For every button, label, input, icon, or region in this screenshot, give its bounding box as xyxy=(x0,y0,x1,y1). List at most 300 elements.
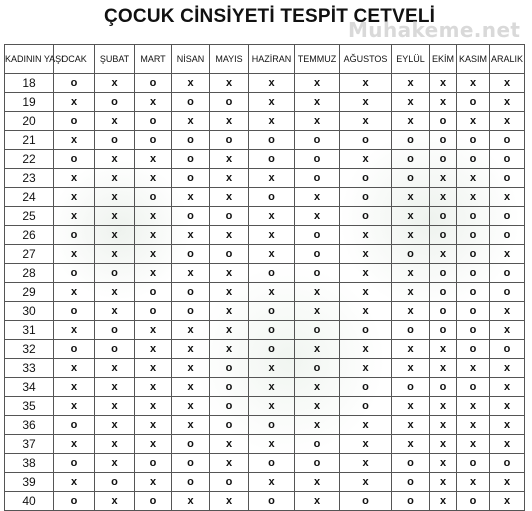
table-cell: o xyxy=(54,150,95,169)
age-cell: 21 xyxy=(5,131,54,150)
watermark: Muhakeme.net xyxy=(348,18,521,42)
table-cell: x xyxy=(172,74,210,93)
table-cell: x xyxy=(95,435,135,454)
table-cell: x xyxy=(295,74,340,93)
table-cell: o xyxy=(457,321,490,340)
page-title: ÇOCUK CİNSİYETİ TESPİT CETVELİ xyxy=(104,6,436,27)
table-cell: o xyxy=(457,492,490,511)
table-cell: x xyxy=(95,397,135,416)
table-cell: x xyxy=(249,473,295,492)
table-cell: x xyxy=(490,359,525,378)
table-cell: x xyxy=(210,492,249,511)
table-cell: x xyxy=(457,169,490,188)
table-cell: x xyxy=(249,74,295,93)
table-cell: o xyxy=(135,131,172,150)
table-cell: o xyxy=(249,454,295,473)
table-cell: o xyxy=(457,207,490,226)
table-cell: x xyxy=(135,435,172,454)
table-cell: o xyxy=(340,321,392,340)
table-row xyxy=(5,245,525,264)
table-cell: o xyxy=(295,245,340,264)
table-cell: o xyxy=(54,302,95,321)
table-cell: x xyxy=(95,74,135,93)
table-cell: o xyxy=(392,150,430,169)
table-cell: o xyxy=(210,473,249,492)
table-cell: x xyxy=(135,321,172,340)
table-cell: o xyxy=(340,207,392,226)
table-row xyxy=(5,416,525,435)
table-cell: x xyxy=(295,492,340,511)
table-cell: o xyxy=(210,245,249,264)
table-cell: o xyxy=(54,454,95,473)
table-cell: x xyxy=(340,226,392,245)
table-cell: x xyxy=(210,74,249,93)
table-cell: o xyxy=(490,207,525,226)
table-cell: x xyxy=(172,359,210,378)
table-cell: o xyxy=(490,226,525,245)
table-cell: o xyxy=(490,283,525,302)
table-cell: o xyxy=(135,112,172,131)
age-cell: 24 xyxy=(5,188,54,207)
table-cell: x xyxy=(295,302,340,321)
table-cell: o xyxy=(392,169,430,188)
table-cell: x xyxy=(430,245,457,264)
table-cell: x xyxy=(295,378,340,397)
table-cell: x xyxy=(392,416,430,435)
table-cell: x xyxy=(340,93,392,112)
table-cell: x xyxy=(430,473,457,492)
table-cell: x xyxy=(95,454,135,473)
table-cell: x xyxy=(210,321,249,340)
table-cell: x xyxy=(249,245,295,264)
table-cell: o xyxy=(95,264,135,283)
table-cell: o xyxy=(172,169,210,188)
table-cell: o xyxy=(457,131,490,150)
table-cell: x xyxy=(95,169,135,188)
table-cell: x xyxy=(295,416,340,435)
table-cell: o xyxy=(54,340,95,359)
table-row xyxy=(5,359,525,378)
header-month-haziran: HAZİRAN xyxy=(249,45,295,74)
table-cell: x xyxy=(457,397,490,416)
table-row xyxy=(5,169,525,188)
table-cell: x xyxy=(54,378,95,397)
table-cell: o xyxy=(295,150,340,169)
table-cell: o xyxy=(430,302,457,321)
table-cell: x xyxy=(340,435,392,454)
table-cell: o xyxy=(430,283,457,302)
table-cell: x xyxy=(392,359,430,378)
table-cell: o xyxy=(210,416,249,435)
table-cell: o xyxy=(249,416,295,435)
table-cell: x xyxy=(54,321,95,340)
table-cell: x xyxy=(490,397,525,416)
table-cell: x xyxy=(172,321,210,340)
table-cell: o xyxy=(295,321,340,340)
table-cell: o xyxy=(172,283,210,302)
table-cell: o xyxy=(295,169,340,188)
table-cell: x xyxy=(54,188,95,207)
header-month-mayis: MAYIS xyxy=(210,45,249,74)
table-cell: o xyxy=(340,397,392,416)
gender-prediction-table xyxy=(4,44,525,511)
table-row xyxy=(5,131,525,150)
table-cell: x xyxy=(430,397,457,416)
table-cell: o xyxy=(490,454,525,473)
table-cell: x xyxy=(135,264,172,283)
table-cell: x xyxy=(54,245,95,264)
table-cell: o xyxy=(340,492,392,511)
table-cell: x xyxy=(210,283,249,302)
table-cell: x xyxy=(490,74,525,93)
table-cell: o xyxy=(392,378,430,397)
table-cell: x xyxy=(172,226,210,245)
table-cell: o xyxy=(54,74,95,93)
table-cell: o xyxy=(392,321,430,340)
table-cell: x xyxy=(95,416,135,435)
age-cell: 22 xyxy=(5,150,54,169)
table-cell: x xyxy=(54,283,95,302)
table-cell: x xyxy=(54,93,95,112)
table-cell: x xyxy=(392,435,430,454)
age-cell: 25 xyxy=(5,207,54,226)
table-cell: x xyxy=(340,416,392,435)
table-cell: o xyxy=(295,226,340,245)
table-cell: o xyxy=(392,492,430,511)
age-cell: 40 xyxy=(5,492,54,511)
table-cell: o xyxy=(95,340,135,359)
table-cell: x xyxy=(430,74,457,93)
table-cell: x xyxy=(54,359,95,378)
table-cell: x xyxy=(430,93,457,112)
table-cell: x xyxy=(172,112,210,131)
table-cell: x xyxy=(392,207,430,226)
table-cell: x xyxy=(295,473,340,492)
table-cell: o xyxy=(172,435,210,454)
table-cell: o xyxy=(430,264,457,283)
table-cell: x xyxy=(249,169,295,188)
table-cell: o xyxy=(135,454,172,473)
table-cell: o xyxy=(249,321,295,340)
table-cell: o xyxy=(54,492,95,511)
table-cell: x xyxy=(430,188,457,207)
table-row xyxy=(5,283,525,302)
table-cell: x xyxy=(135,150,172,169)
table-cell: o xyxy=(490,150,525,169)
table-cell: o xyxy=(249,188,295,207)
age-cell: 32 xyxy=(5,340,54,359)
age-cell: 27 xyxy=(5,245,54,264)
table-cell: x xyxy=(54,131,95,150)
age-cell: 20 xyxy=(5,112,54,131)
table-cell: o xyxy=(392,245,430,264)
table-cell: o xyxy=(457,264,490,283)
table-cell: x xyxy=(340,340,392,359)
table-cell: x xyxy=(210,169,249,188)
table-cell: x xyxy=(95,283,135,302)
table-cell: o xyxy=(430,321,457,340)
table-cell: x xyxy=(392,188,430,207)
table-row xyxy=(5,321,525,340)
table-cell: x xyxy=(135,378,172,397)
table-cell: o xyxy=(430,226,457,245)
table-cell: x xyxy=(392,283,430,302)
table-cell: x xyxy=(430,492,457,511)
table-row xyxy=(5,454,525,473)
table-cell: o xyxy=(490,131,525,150)
table-cell: x xyxy=(135,359,172,378)
table-cell: x xyxy=(490,321,525,340)
table-cell: x xyxy=(457,112,490,131)
age-cell: 28 xyxy=(5,264,54,283)
table-cell: x xyxy=(295,207,340,226)
table-cell: x xyxy=(172,378,210,397)
table-cell: o xyxy=(430,207,457,226)
table-cell: o xyxy=(457,93,490,112)
table-cell: o xyxy=(172,150,210,169)
table-cell: o xyxy=(135,283,172,302)
table-cell: o xyxy=(457,245,490,264)
table-cell: o xyxy=(172,302,210,321)
table-cell: o xyxy=(295,264,340,283)
age-cell: 36 xyxy=(5,416,54,435)
table-cell: x xyxy=(392,302,430,321)
table-cell: x xyxy=(135,226,172,245)
table-row xyxy=(5,378,525,397)
table-cell: x xyxy=(249,397,295,416)
table-cell: o xyxy=(392,473,430,492)
table-cell: x xyxy=(210,454,249,473)
table-cell: x xyxy=(490,416,525,435)
table-cell: x xyxy=(392,264,430,283)
table-row xyxy=(5,435,525,454)
table-cell: o xyxy=(210,359,249,378)
table-cell: x xyxy=(430,454,457,473)
header-month-kasim: KASIM xyxy=(457,45,490,74)
table-cell: x xyxy=(490,93,525,112)
table-cell: x xyxy=(135,245,172,264)
header-month-eylul: EYLÜL xyxy=(392,45,430,74)
age-cell: 26 xyxy=(5,226,54,245)
table-cell: o xyxy=(457,302,490,321)
table-cell: x xyxy=(430,169,457,188)
header-month-subat: ŞUBAT xyxy=(95,45,135,74)
table-cell: x xyxy=(295,188,340,207)
table-cell: o xyxy=(95,473,135,492)
table-cell: x xyxy=(210,226,249,245)
table-cell: x xyxy=(172,397,210,416)
table-cell: o xyxy=(430,378,457,397)
table-cell: x xyxy=(249,378,295,397)
table-cell: x xyxy=(340,150,392,169)
age-cell: 31 xyxy=(5,321,54,340)
table-cell: x xyxy=(340,74,392,93)
table-cell: x xyxy=(490,112,525,131)
table-cell: x xyxy=(95,378,135,397)
table-row xyxy=(5,207,525,226)
table-cell: x xyxy=(172,492,210,511)
table-row xyxy=(5,93,525,112)
table-cell: o xyxy=(295,359,340,378)
table-cell: x xyxy=(135,473,172,492)
header-month-agustos: AĞUSTOS xyxy=(340,45,392,74)
table-row xyxy=(5,492,525,511)
table-cell: o xyxy=(135,188,172,207)
age-cell: 29 xyxy=(5,283,54,302)
table-cell: x xyxy=(95,112,135,131)
table-row xyxy=(5,397,525,416)
table-cell: o xyxy=(392,131,430,150)
table-cell: x xyxy=(249,435,295,454)
table-row xyxy=(5,112,525,131)
table-cell: x xyxy=(490,473,525,492)
table-cell: x xyxy=(210,188,249,207)
table-cell: x xyxy=(135,93,172,112)
table-cell: x xyxy=(135,207,172,226)
table-cell: o xyxy=(457,378,490,397)
table-cell: x xyxy=(210,435,249,454)
table-cell: x xyxy=(295,283,340,302)
table-cell: x xyxy=(249,359,295,378)
table-cell: x xyxy=(210,264,249,283)
table-cell: x xyxy=(54,435,95,454)
table-cell: x xyxy=(135,397,172,416)
header-month-mart: MART xyxy=(135,45,172,74)
table-cell: x xyxy=(430,435,457,454)
age-cell: 38 xyxy=(5,454,54,473)
table-cell: x xyxy=(457,359,490,378)
table-cell: x xyxy=(457,416,490,435)
table-cell: o xyxy=(430,150,457,169)
table-cell: o xyxy=(249,131,295,150)
table-cell: x xyxy=(392,340,430,359)
table-cell: o xyxy=(249,264,295,283)
table-cell: x xyxy=(340,112,392,131)
table-cell: x xyxy=(54,207,95,226)
age-cell: 35 xyxy=(5,397,54,416)
table-cell: o xyxy=(135,302,172,321)
table-cell: o xyxy=(295,454,340,473)
table-cell: o xyxy=(135,492,172,511)
table-cell: o xyxy=(249,150,295,169)
header-age: KADININ YAŞI xyxy=(5,45,54,74)
table-row xyxy=(5,340,525,359)
table-cell: o xyxy=(490,264,525,283)
table-cell: x xyxy=(490,188,525,207)
table-cell: x xyxy=(392,93,430,112)
table-cell: o xyxy=(249,340,295,359)
table-cell: o xyxy=(490,169,525,188)
table-cell: x xyxy=(457,473,490,492)
table-cell: x xyxy=(249,112,295,131)
table-cell: o xyxy=(95,321,135,340)
table-cell: x xyxy=(172,264,210,283)
table-cell: o xyxy=(430,131,457,150)
table-cell: x xyxy=(457,435,490,454)
table-cell: o xyxy=(249,302,295,321)
table-cell: x xyxy=(135,340,172,359)
table-cell: x xyxy=(95,492,135,511)
table-cell: x xyxy=(249,207,295,226)
table-cell: o xyxy=(210,93,249,112)
table-cell: x xyxy=(430,416,457,435)
table-cell: x xyxy=(135,416,172,435)
table-cell: x xyxy=(95,226,135,245)
table-cell: o xyxy=(135,74,172,93)
table-cell: x xyxy=(490,492,525,511)
table-cell: x xyxy=(135,169,172,188)
table-cell: x xyxy=(392,226,430,245)
table-cell: x xyxy=(95,207,135,226)
table-cell: o xyxy=(295,131,340,150)
table-cell: o xyxy=(54,226,95,245)
header-month-temmuz: TEMMUZ xyxy=(295,45,340,74)
table-cell: o xyxy=(295,435,340,454)
age-cell: 37 xyxy=(5,435,54,454)
table-cell: x xyxy=(340,473,392,492)
table-cell: x xyxy=(340,245,392,264)
table-row xyxy=(5,74,525,93)
table-cell: x xyxy=(95,188,135,207)
table-cell: x xyxy=(490,302,525,321)
table-cell: x xyxy=(490,378,525,397)
age-cell: 39 xyxy=(5,473,54,492)
table-cell: x xyxy=(430,340,457,359)
age-cell: 23 xyxy=(5,169,54,188)
table-cell: x xyxy=(457,74,490,93)
table-cell: o xyxy=(95,131,135,150)
age-cell: 33 xyxy=(5,359,54,378)
header-row xyxy=(5,45,525,74)
table-cell: x xyxy=(172,188,210,207)
table-cell: o xyxy=(340,188,392,207)
table-cell: x xyxy=(95,150,135,169)
table-row xyxy=(5,302,525,321)
table-cell: x xyxy=(249,226,295,245)
table-cell: x xyxy=(392,74,430,93)
table-cell: o xyxy=(172,473,210,492)
header-month-ekim: EKİM xyxy=(430,45,457,74)
table-cell: x xyxy=(210,150,249,169)
table-cell: o xyxy=(54,112,95,131)
table-cell: o xyxy=(340,131,392,150)
table-row xyxy=(5,473,525,492)
age-cell: 30 xyxy=(5,302,54,321)
table-row xyxy=(5,264,525,283)
table-cell: x xyxy=(295,340,340,359)
table-cell: x xyxy=(340,283,392,302)
table-cell: x xyxy=(392,397,430,416)
table-cell: x xyxy=(340,264,392,283)
table-cell: x xyxy=(340,302,392,321)
table-cell: o xyxy=(210,397,249,416)
table-cell: x xyxy=(340,359,392,378)
header-month-aralik: ARALIK xyxy=(490,45,525,74)
table-cell: x xyxy=(172,340,210,359)
table-row xyxy=(5,150,525,169)
table-cell: x xyxy=(54,169,95,188)
table-cell: o xyxy=(172,245,210,264)
table-cell: x xyxy=(54,473,95,492)
table-cell: x xyxy=(54,397,95,416)
table-cell: x xyxy=(430,359,457,378)
table-cell: o xyxy=(457,454,490,473)
table-cell: x xyxy=(249,93,295,112)
table-cell: x xyxy=(295,112,340,131)
table-cell: o xyxy=(340,169,392,188)
table-cell: o xyxy=(340,378,392,397)
table-cell: o xyxy=(430,112,457,131)
